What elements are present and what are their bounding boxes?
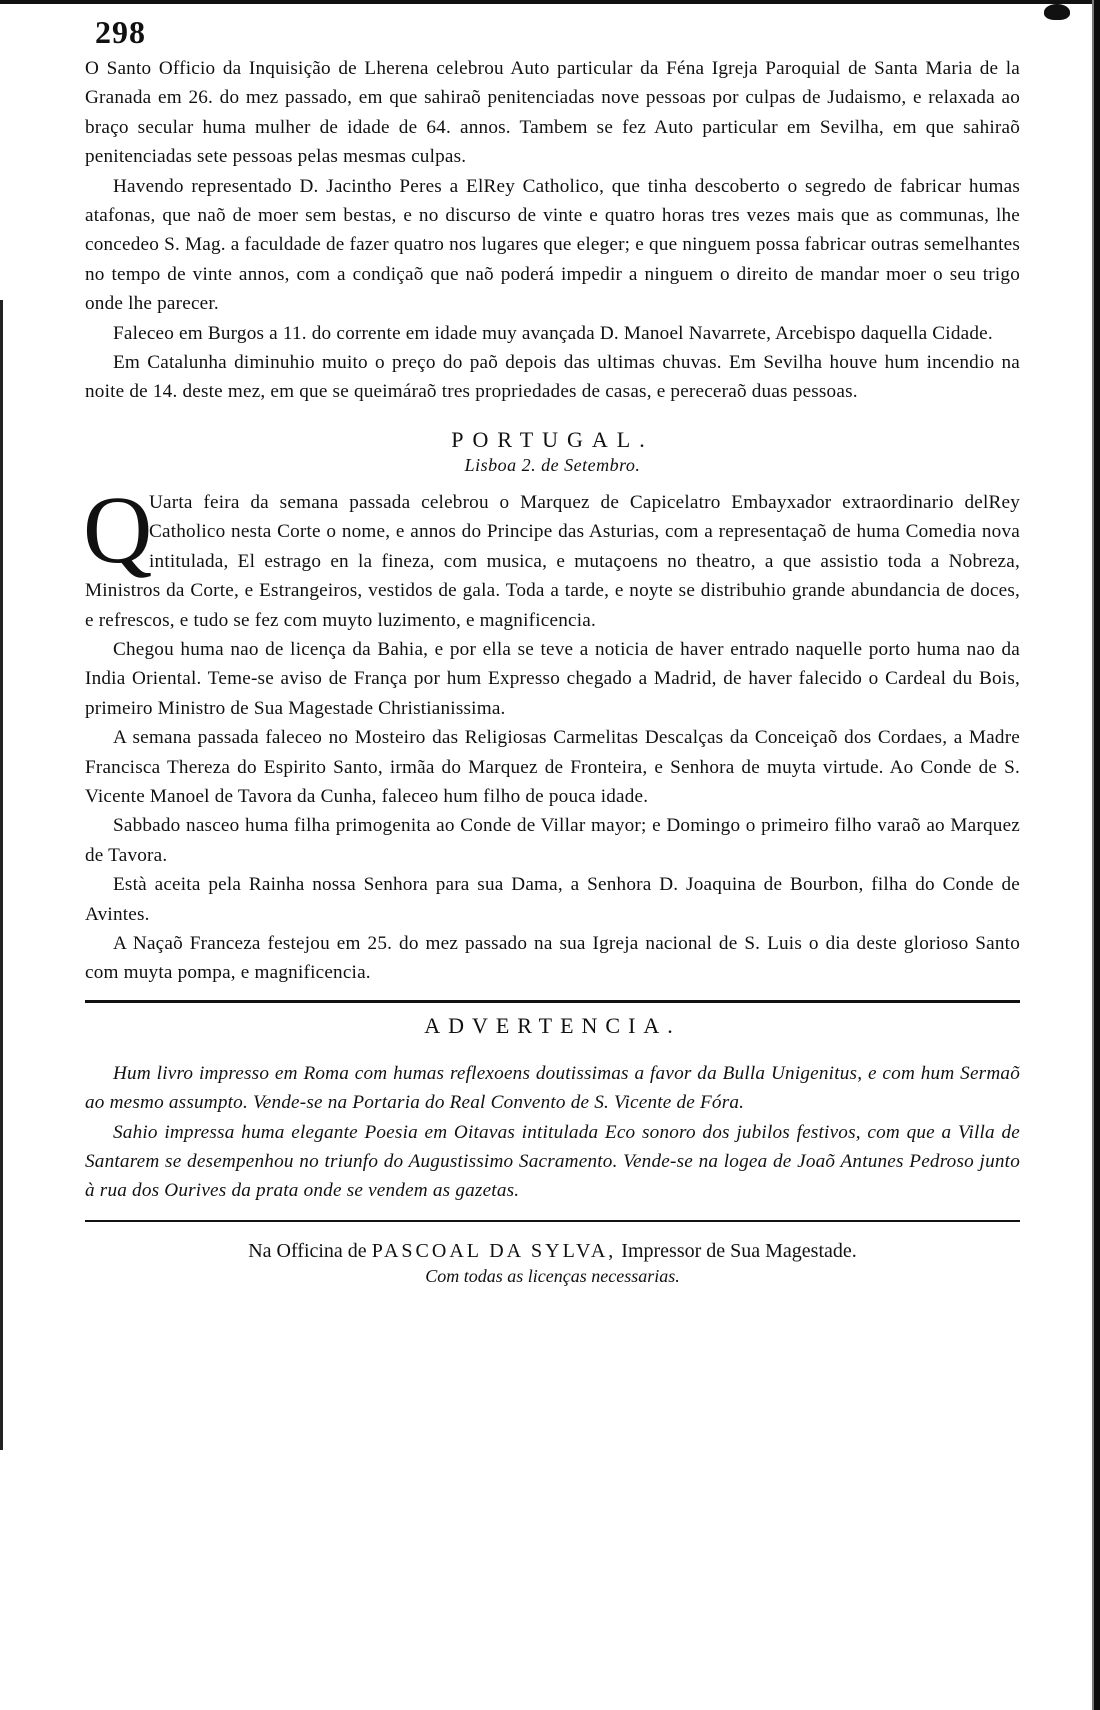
news-paragraph: Sabbado nasceo huma filha primogenita ao Conde de Villar mayor; e Domingo o primeiro filho varaõ ao Marquez de Tavora.: [85, 815, 1020, 866]
portugal-dateline: Lisboa 2. de Setembro.: [464, 454, 641, 475]
advertencia-heading: ADVERTENCIA.: [424, 1012, 681, 1038]
news-paragraph: Havendo representado D. Jacintho Peres a ElRey Catholico, que tinha descoberto o segredo de fabricar humas atafonas, que naõ de moer sem bestas, e no discurso de vinte e quatro horas tres vezes mais que as communas, lhe concedeo S. Mag. a faculdade de fazer quatro nos lugares que eleger; e que ninguem possa fabricar outras semelhantes no tempo de vinte annos, com a condiçaõ que naõ poderá impedir a ninguem o direito de mandar moer o seu trigo onde lhe parecer.: [85, 175, 1020, 315]
portugal-heading: PORTUGAL.: [451, 426, 654, 452]
colophon-licences: Com todas as licenças necessarias.: [425, 1265, 680, 1286]
scan-border-left: [0, 300, 3, 1450]
news-paragraph: A Naçaõ Franceza festejou em 25. do mez passado na sua Igreja nacional de S. Luis o dia deste glorioso Santo com muyta pompa, e magnificencia.: [85, 932, 1020, 984]
scan-border-top: [0, 0, 1100, 4]
colophon-divider: [85, 1220, 1020, 1222]
section-divider: [85, 1000, 1020, 1003]
news-paragraph: Està aceita pela Rainha nossa Senhora para sua Dama, a Senhora D. Joaquina de Bourbon, filha do Conde de Avintes.: [85, 874, 1020, 925]
drop-cap: Q: [83, 475, 153, 583]
colophon-prefix: Na Officina de: [248, 1239, 367, 1262]
newspaper-page: [85, 18, 1020, 1287]
colophon-suffix: Impressor de Sua Magestade.: [621, 1239, 857, 1262]
spain-news-section: [85, 54, 1020, 407]
news-paragraph: O Santo Officio da Inquisição de Lherena celebrou Auto particular da Féna Igreja Paroquial de Santa Maria de la Granada em 26. do mez passado, em que sahiraõ penitenciadas nove pessoas por culpas de Judaismo, e relaxada ao braço secular huma mulher de idade de 64. annos. Tambem se fez Auto particular em Sevilha, em que sahiraõ penitenciadas sete pessoas pelas mesmas culpas.: [85, 58, 1020, 168]
news-paragraph: Faleceo em Burgos a 11. do corrente em idade muy avançada D. Manoel Navarrete, Arcebispo daquella Cidade.: [113, 322, 993, 344]
advertencia-item: Hum livro impresso em Roma com humas reflexoens doutissimas a favor da Bulla Unigenitus, e com hum Sermaõ ao mesmo assumpto. Vende-se na Portaria do Real Convento de S. Vicente de Fóra.: [85, 1062, 1020, 1114]
portugal-lead-paragraph: [83, 475, 1020, 635]
advertencia-item: Sahio impressa huma elegante Poesia em Oitavas intitulada Eco sonoro dos jubilos festivos, com que a Villa de Santarem se desempenhou no triunfo do Augustissimo Sacramento. Vende-se na logea de Joaõ Antunes Pedroso junto à rua dos Ourives da prata onde se vendem as gazetas.: [85, 1121, 1020, 1202]
news-paragraph: Chegou huma nao de licença da Bahia, e por ella se teve a noticia de haver entrado naquelle porto huma nao da India Oriental. Teme-se aviso de França por hum Expresso chegado a Madrid, de haver falecido o Cardeal du Bois, primeiro Ministro de Sua Magestade Christianissima.: [85, 638, 1020, 719]
printer-name: PASCOAL DA SYLVA,: [371, 1239, 617, 1262]
news-paragraph: A semana passada faleceo no Mosteiro das Religiosas Carmelitas Descalças da Conceiçaõ dos Cordaes, a Madre Francisca Thereza do Espirito Santo, irmãa do Marquez de Fronteira, e Senhora de muyta virtude. Ao Conde de S. Vicente Manoel de Tavora da Cunha, faleceo hum filho de pouca idade.: [85, 727, 1020, 807]
colophon-line: [85, 1236, 1020, 1266]
news-paragraph: Em Catalunha diminuhio muito o preço do paõ depois das ultimas chuvas. Em Sevilha houve hum incendio na noite de 14. deste mez, em que se queimáraõ tres propriedades de casas, e pereceraõ duas pessoas.: [85, 352, 1020, 403]
page-number: 298: [95, 14, 146, 50]
scan-border-right: [1094, 0, 1100, 1710]
corner-ink-mark: [1044, 4, 1070, 20]
lead-paragraph-text: Uarta feira da semana passada celebrou o Marquez de Capicelatro Embayxador extraordinario delRey Catholico nesta Corte o nome, e annos do Principe das Asturias, com a representaçaõ de huma Comedia nova intitulada, El estrago en la fineza, com musica, e mutaçoens no theatro, a que assistio toda a Nobreza, Ministros da Corte, e Estrangeiros, vestidos de gala. Toda a tarde, e noyte se distribuhio grande abundancia de doces, e refrescos, e tudo se fez com muyto luzimento, e magnificencia.: [85, 491, 1020, 631]
